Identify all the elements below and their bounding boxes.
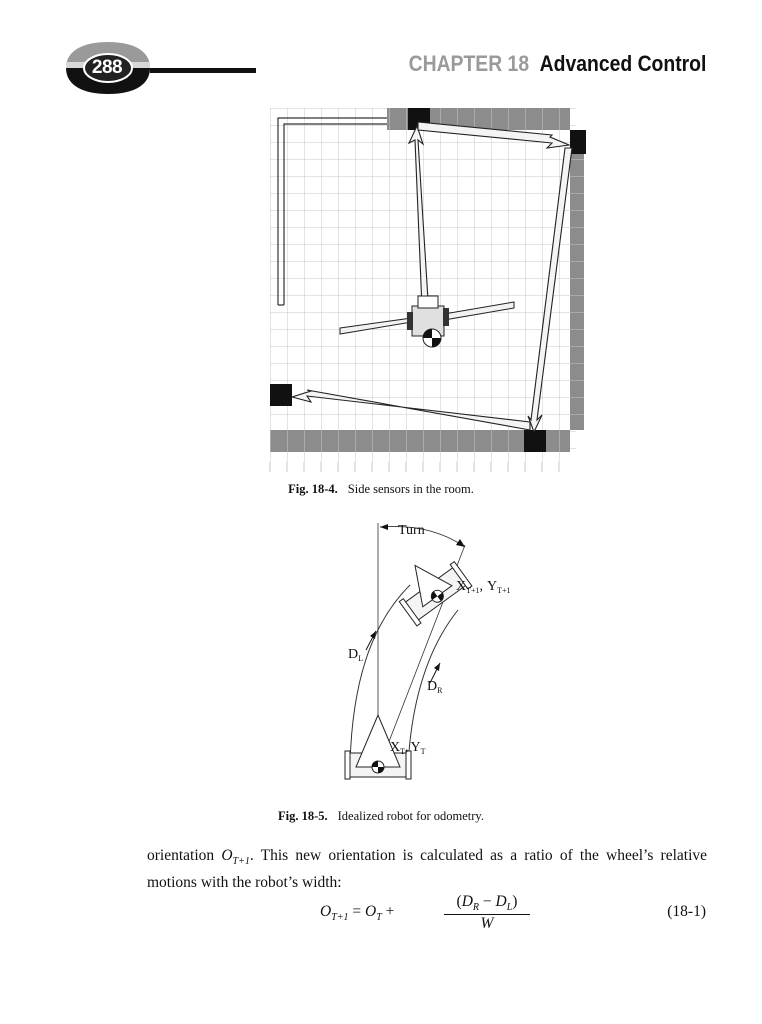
caption-number: Fig. 18-5. [277,809,328,823]
equation-number: (18-1) [667,903,706,920]
figure-18-5-caption [0,809,762,824]
page-number: 288 [91,57,123,78]
body-paragraph [147,845,707,893]
figure-18-4-caption [0,482,762,497]
caption-text: Idealized robot for odometry. [337,809,484,823]
chapter-title: Advanced Control [539,51,706,76]
figure-18-5-odometry-diagram [330,515,570,795]
label-turn: Turn [398,523,425,538]
body-text-rest: . This new orientation is calculated as a ratio of the wheel’s relative motions with the robot’s width: [147,847,708,892]
running-header [408,51,706,77]
equation-denominator: W [480,915,494,933]
sensor-hit-bottom [524,430,546,452]
right-wall [570,130,584,430]
equation-fraction [444,893,530,933]
caption-number: Fig. 18-4. [288,482,338,496]
chapter-label: CHAPTER 18 [408,51,529,76]
equation-numerator: $(D_R - D_L)$ [444,893,530,915]
label-d-right: $D_R$ [427,679,443,695]
sensor-hit-right [570,130,586,154]
label-d-left: $D_L$ [348,647,364,663]
body-text-start: orientation [147,847,222,864]
header-rule [150,68,256,73]
label-x-now: $X_T$, $Y_T$ [390,740,426,756]
equation-lhs: $O_{T+1} = O_T$ + [320,903,395,924]
caption-text: Side sensors in the room. [347,482,474,496]
label-x-next: $X_{T+1}$, $Y_{T+1}$ [456,579,511,595]
sensor-hit-left [270,384,292,406]
inline-math-orientation: $O_{T+1}$ [221,847,250,868]
figure-18-4-room-diagram [262,100,592,472]
